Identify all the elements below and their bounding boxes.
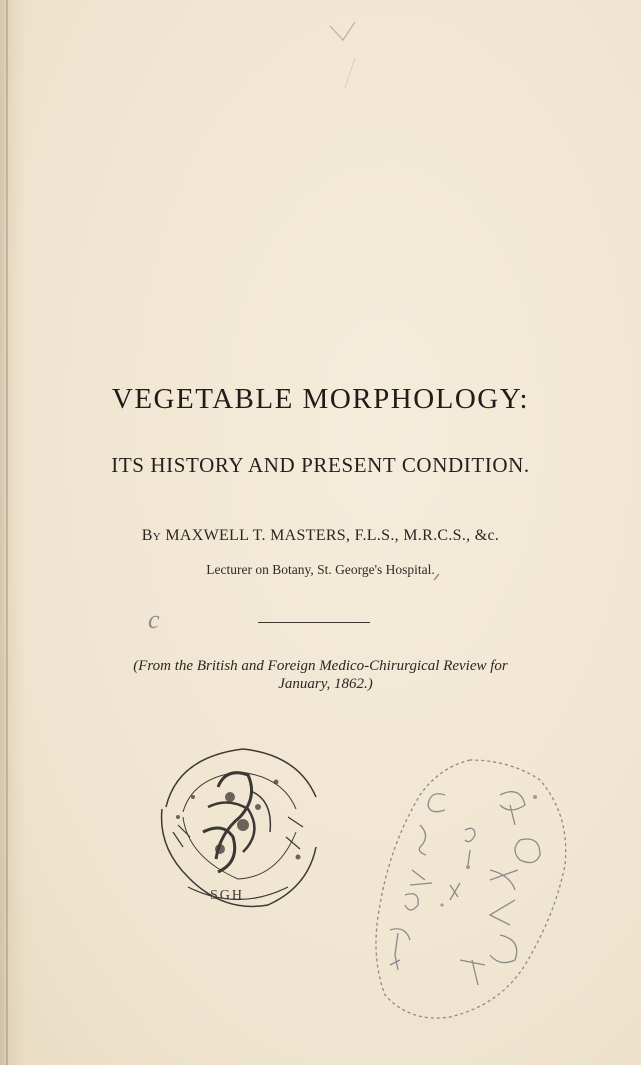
document-subtitle: ITS HISTORY AND PRESENT CONDITION. <box>111 453 530 477</box>
library-stamp-icon <box>148 737 328 917</box>
pencil-annotation-icon <box>350 755 580 1025</box>
author-name: MAXWELL T. MASTERS, F.L.S., M.R.C.S., &c. <box>165 527 500 544</box>
source-line-1: (From the British and Foreign Medico-Chirurgical Review for <box>133 658 508 674</box>
source-note <box>0 657 641 693</box>
document-title: VEGETABLE MORPHOLOGY: <box>111 383 530 415</box>
author-byline <box>0 527 641 545</box>
pencil-note: c <box>148 605 160 634</box>
pencil-check-icon <box>325 18 375 98</box>
author-affiliation: Lecturer on Botany, St. George's Hospital. <box>206 562 435 577</box>
stamp-text: SGH <box>210 888 245 903</box>
divider-rule <box>258 622 370 623</box>
byline-prefix: By <box>141 527 162 544</box>
source-line-2: January, 1862.) <box>278 676 373 692</box>
